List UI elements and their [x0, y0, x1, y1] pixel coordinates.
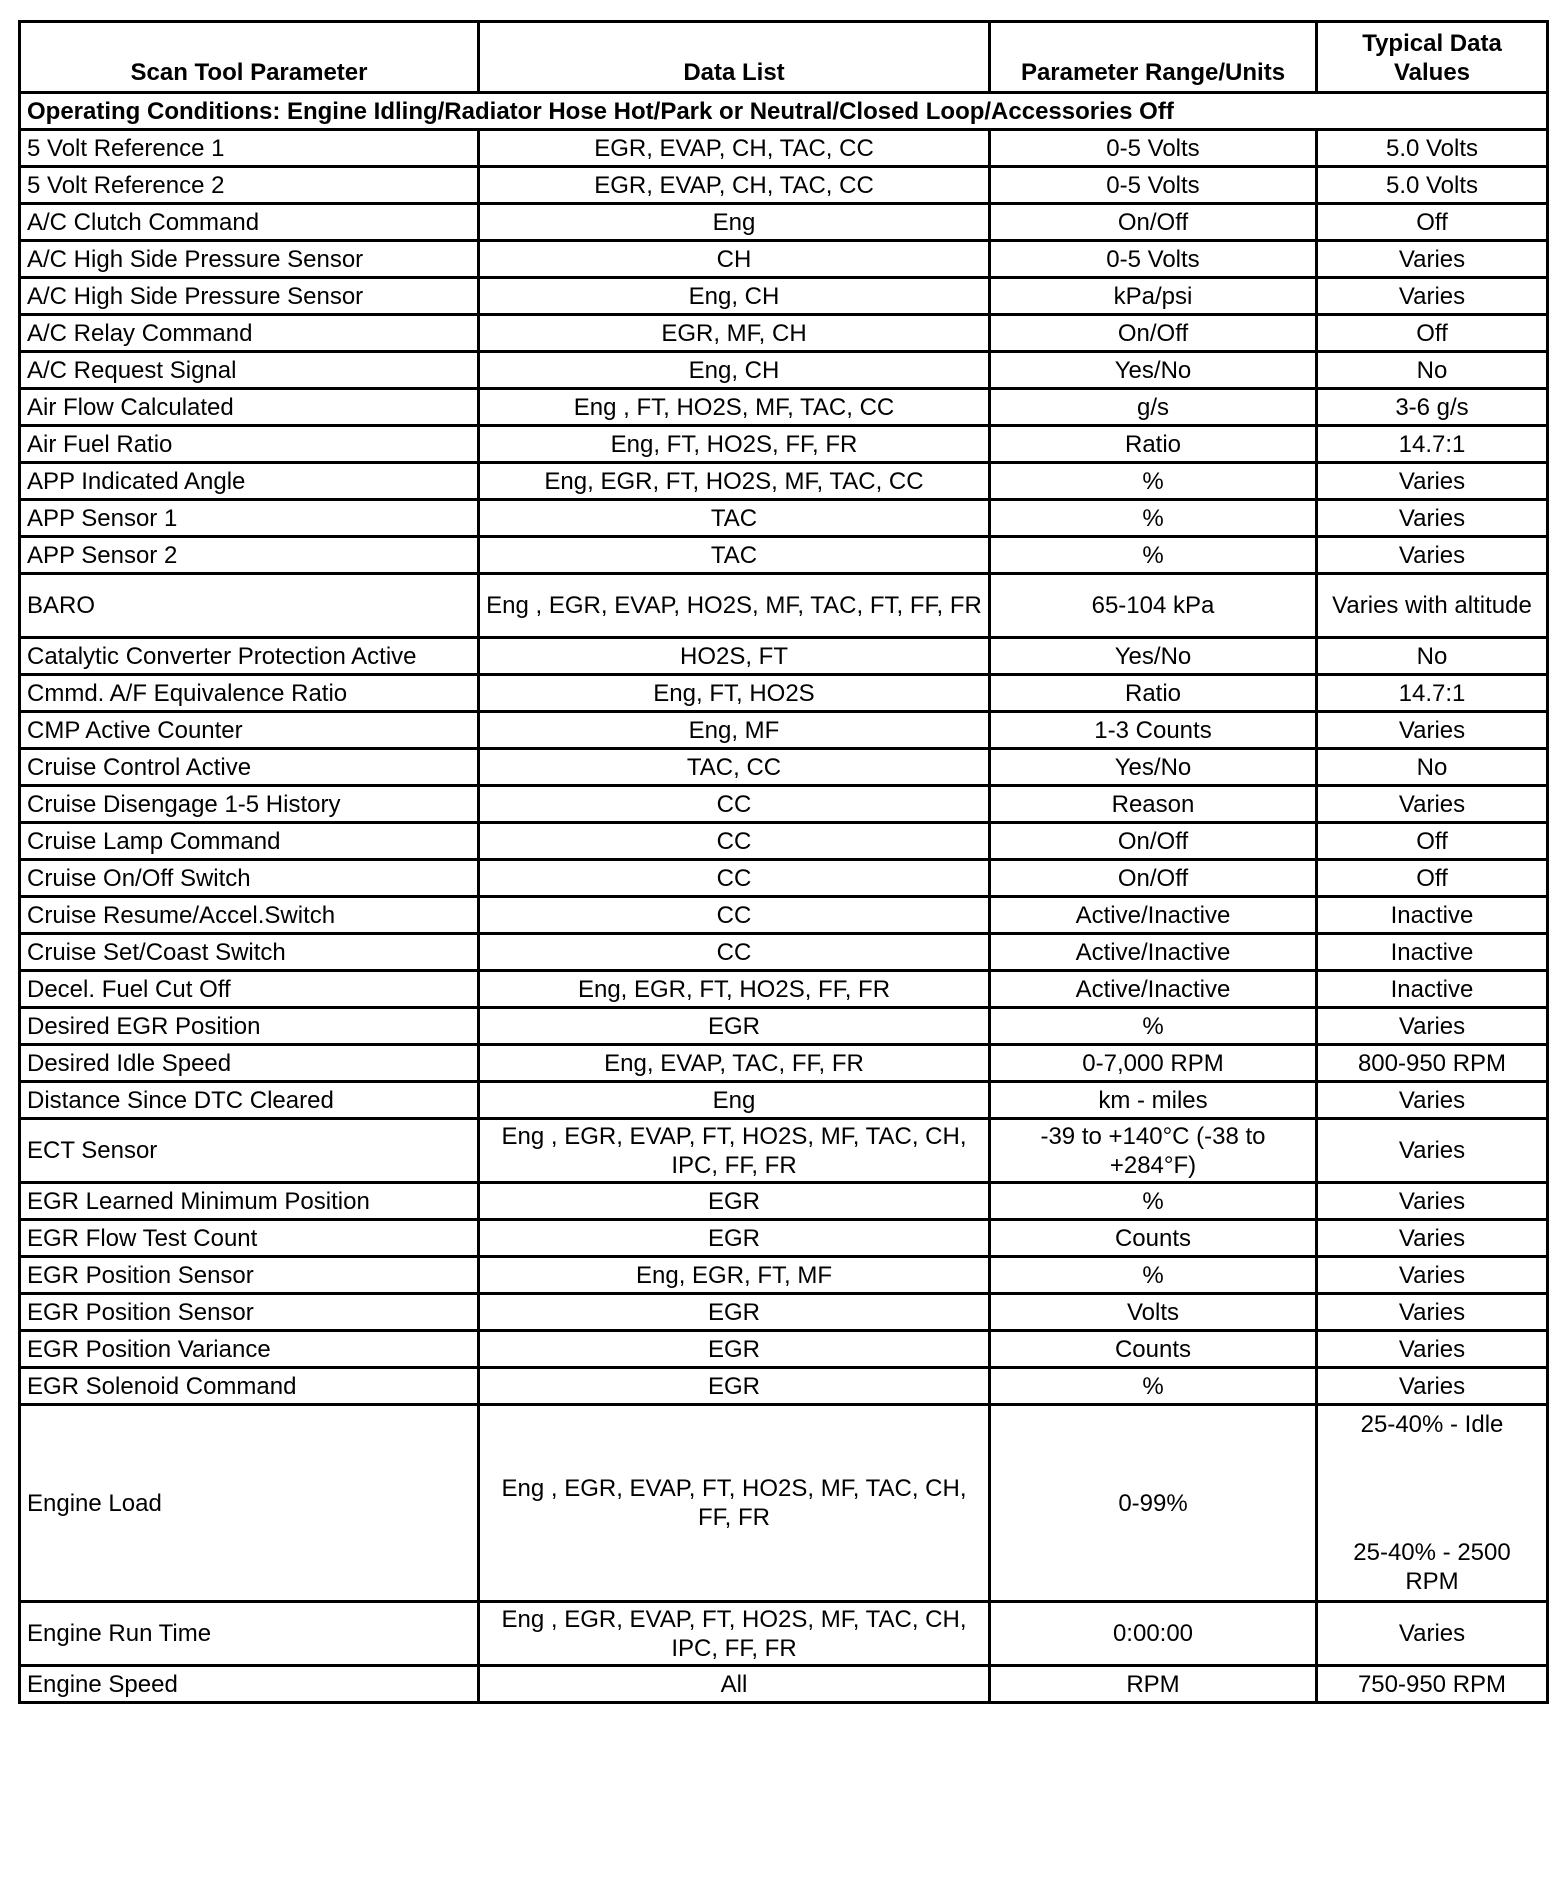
cell-range: 0:00:00 [990, 1602, 1317, 1666]
cell-data-list: HO2S, FT [479, 638, 990, 675]
cell-typical-value: Varies [1317, 1602, 1548, 1666]
cell-range: Reason [990, 786, 1317, 823]
table-row [20, 278, 1548, 315]
table-row [20, 786, 1548, 823]
cell-data-list: Eng , EGR, EVAP, FT, HO2S, MF, TAC, CH, IPC, FF, FR [479, 1602, 990, 1666]
cell-parameter: APP Sensor 2 [20, 537, 479, 574]
cell-typical-value: Varies [1317, 786, 1548, 823]
cell-data-list: Eng, EGR, FT, MF [479, 1257, 990, 1294]
cell-parameter: APP Sensor 1 [20, 500, 479, 537]
cell-range: RPM [990, 1666, 1317, 1703]
cell-typical-value: Inactive [1317, 934, 1548, 971]
cell-parameter: 5 Volt Reference 1 [20, 130, 479, 167]
cell-data-list: Eng [479, 1082, 990, 1119]
table-header-row [20, 22, 1548, 93]
cell-data-list: EGR [479, 1183, 990, 1220]
header-typical-data-values: Typical Data Values [1317, 22, 1548, 93]
cell-parameter: Cruise Set/Coast Switch [20, 934, 479, 971]
cell-range: 0-5 Volts [990, 167, 1317, 204]
cell-data-list: TAC [479, 500, 990, 537]
cell-parameter: A/C Relay Command [20, 315, 479, 352]
cell-typical-value: Varies [1317, 500, 1548, 537]
cell-parameter: APP Indicated Angle [20, 463, 479, 500]
cell-range: % [990, 500, 1317, 537]
cell-range: Yes/No [990, 638, 1317, 675]
cell-range: kPa/psi [990, 278, 1317, 315]
cell-range: Ratio [990, 426, 1317, 463]
cell-data-list: Eng , EGR, EVAP, HO2S, MF, TAC, FT, FF, FR [479, 574, 990, 638]
cell-parameter: EGR Position Variance [20, 1331, 479, 1368]
cell-data-list: Eng, FT, HO2S, FF, FR [479, 426, 990, 463]
cell-typical-value: 14.7:1 [1317, 675, 1548, 712]
table-row [20, 389, 1548, 426]
table-row [20, 1008, 1548, 1045]
cell-parameter: EGR Learned Minimum Position [20, 1183, 479, 1220]
cell-parameter: A/C Clutch Command [20, 204, 479, 241]
cell-range: % [990, 537, 1317, 574]
cell-data-list: CC [479, 897, 990, 934]
engine-load-2500-value: 25-40% - 2500 RPM [1353, 1539, 1511, 1595]
cell-range: 0-7,000 RPM [990, 1045, 1317, 1082]
cell-range: Volts [990, 1294, 1317, 1331]
cell-parameter: Engine Speed [20, 1666, 479, 1703]
cell-parameter: A/C Request Signal [20, 352, 479, 389]
cell-data-list: EGR [479, 1220, 990, 1257]
cell-typical-value: Off [1317, 860, 1548, 897]
cell-parameter: Cruise Disengage 1-5 History [20, 786, 479, 823]
cell-parameter: Desired EGR Position [20, 1008, 479, 1045]
cell-typical-value: Varies [1317, 278, 1548, 315]
cell-range: Counts [990, 1331, 1317, 1368]
table-row [20, 675, 1548, 712]
cell-range: Counts [990, 1220, 1317, 1257]
cell-parameter: BARO [20, 574, 479, 638]
cell-typical-value: Varies [1317, 463, 1548, 500]
cell-typical-value: Off [1317, 204, 1548, 241]
table-row [20, 1257, 1548, 1294]
operating-conditions: Operating Conditions: Engine Idling/Radiator Hose Hot/Park or Neutral/Closed Loop/Accessories Off [20, 93, 1548, 130]
cell-parameter: Engine Load [20, 1405, 479, 1602]
cell-typical-value: Varies [1317, 537, 1548, 574]
engine-load-idle-value: 25-40% - Idle [1360, 1411, 1504, 1438]
table-row [20, 897, 1548, 934]
cell-typical-value: Varies [1317, 1183, 1548, 1220]
table-row [20, 426, 1548, 463]
cell-parameter: CMP Active Counter [20, 712, 479, 749]
cell-parameter: Cruise Lamp Command [20, 823, 479, 860]
cell-parameter: Catalytic Converter Protection Active [20, 638, 479, 675]
cell-range: 1-3 Counts [990, 712, 1317, 749]
cell-range: % [990, 463, 1317, 500]
cell-typical-value: Varies [1317, 1008, 1548, 1045]
cell-data-list: CC [479, 823, 990, 860]
table-row [20, 1294, 1548, 1331]
table-row [20, 167, 1548, 204]
cell-data-list: Eng , EGR, EVAP, FT, HO2S, MF, TAC, CH, FF, FR [479, 1405, 990, 1602]
cell-data-list: Eng, FT, HO2S [479, 675, 990, 712]
cell-range: On/Off [990, 204, 1317, 241]
cell-data-list: All [479, 1666, 990, 1703]
table-row-engine-load [20, 1405, 1548, 1602]
scan-tool-data-table [18, 20, 1549, 1704]
cell-range: Yes/No [990, 352, 1317, 389]
cell-range: g/s [990, 389, 1317, 426]
cell-typical-value: Varies [1317, 1331, 1548, 1368]
cell-range: On/Off [990, 823, 1317, 860]
cell-range: % [990, 1257, 1317, 1294]
cell-data-list: Eng , EGR, EVAP, FT, HO2S, MF, TAC, CH, IPC, FF, FR [479, 1119, 990, 1183]
table-row [20, 352, 1548, 389]
cell-data-list: EGR, EVAP, CH, TAC, CC [479, 167, 990, 204]
cell-range: Yes/No [990, 749, 1317, 786]
table-row [20, 934, 1548, 971]
cell-parameter: EGR Position Sensor [20, 1257, 479, 1294]
header-data-list: Data List [479, 22, 990, 93]
cell-data-list: Eng , FT, HO2S, MF, TAC, CC [479, 389, 990, 426]
cell-typical-value: Varies [1317, 1119, 1548, 1183]
table-row [20, 1602, 1548, 1666]
table-row [20, 1183, 1548, 1220]
table-row [20, 1220, 1548, 1257]
cell-data-list: Eng [479, 204, 990, 241]
cell-typical-value: Varies [1317, 1082, 1548, 1119]
cell-data-list: Eng, EGR, FT, HO2S, FF, FR [479, 971, 990, 1008]
table-row [20, 500, 1548, 537]
cell-range: Active/Inactive [990, 897, 1317, 934]
cell-parameter: EGR Position Sensor [20, 1294, 479, 1331]
cell-typical-value: Off [1317, 823, 1548, 860]
cell-typical-value: No [1317, 638, 1548, 675]
cell-parameter: Cmmd. A/F Equivalence Ratio [20, 675, 479, 712]
table-row [20, 749, 1548, 786]
cell-data-list: CC [479, 786, 990, 823]
cell-typical-value: Inactive [1317, 971, 1548, 1008]
table-row [20, 241, 1548, 278]
table-row [20, 315, 1548, 352]
cell-parameter: Engine Run Time [20, 1602, 479, 1666]
cell-data-list: Eng, CH [479, 352, 990, 389]
cell-parameter: 5 Volt Reference 2 [20, 167, 479, 204]
cell-parameter: Cruise Resume/Accel.Switch [20, 897, 479, 934]
cell-data-list: CC [479, 860, 990, 897]
cell-typical-value: Varies [1317, 712, 1548, 749]
cell-data-list: TAC, CC [479, 749, 990, 786]
cell-range: % [990, 1368, 1317, 1405]
cell-range: 0-5 Volts [990, 241, 1317, 278]
cell-typical-value: 5.0 Volts [1317, 130, 1548, 167]
cell-data-list: Eng, CH [479, 278, 990, 315]
cell-typical-value: Varies [1317, 1257, 1548, 1294]
operating-conditions-row [20, 93, 1548, 130]
cell-range: km - miles [990, 1082, 1317, 1119]
header-scan-tool-parameter: Scan Tool Parameter [20, 22, 479, 93]
cell-range: On/Off [990, 860, 1317, 897]
cell-data-list: EGR [479, 1008, 990, 1045]
cell-range: On/Off [990, 315, 1317, 352]
header-parameter-range-units: Parameter Range/Units [990, 22, 1317, 93]
cell-data-list: EGR, MF, CH [479, 315, 990, 352]
cell-parameter: Distance Since DTC Cleared [20, 1082, 479, 1119]
cell-range: -39 to +140°C (-38 to +284°F) [990, 1119, 1317, 1183]
cell-range: Active/Inactive [990, 934, 1317, 971]
table-row [20, 712, 1548, 749]
document-page [18, 20, 1546, 1704]
table-row [20, 638, 1548, 675]
table-row [20, 1082, 1548, 1119]
cell-typical-value: Varies with altitude [1317, 574, 1548, 638]
cell-data-list: EGR [479, 1294, 990, 1331]
table-row [20, 823, 1548, 860]
cell-parameter: A/C High Side Pressure Sensor [20, 278, 479, 315]
cell-data-list: TAC [479, 537, 990, 574]
cell-parameter: EGR Solenoid Command [20, 1368, 479, 1405]
table-row [20, 971, 1548, 1008]
cell-typical-value: Varies [1317, 1294, 1548, 1331]
cell-typical-value: Varies [1317, 1368, 1548, 1405]
cell-parameter: Air Flow Calculated [20, 389, 479, 426]
cell-typical-value: Inactive [1317, 897, 1548, 934]
cell-typical-value: 5.0 Volts [1317, 167, 1548, 204]
cell-data-list: EGR, EVAP, CH, TAC, CC [479, 130, 990, 167]
cell-range: % [990, 1008, 1317, 1045]
table-row [20, 463, 1548, 500]
table-row [20, 1045, 1548, 1082]
cell-range: Ratio [990, 675, 1317, 712]
cell-data-list: Eng, MF [479, 712, 990, 749]
cell-typical-value: 3-6 g/s [1317, 389, 1548, 426]
cell-typical-value: 14.7:1 [1317, 426, 1548, 463]
cell-data-list: EGR [479, 1368, 990, 1405]
table-row [20, 574, 1548, 638]
table-row [20, 1666, 1548, 1703]
table-row [20, 1368, 1548, 1405]
cell-typical-value: No [1317, 352, 1548, 389]
cell-parameter: EGR Flow Test Count [20, 1220, 479, 1257]
cell-data-list: EGR [479, 1331, 990, 1368]
engine-load-values [1324, 1406, 1540, 1600]
cell-parameter: Cruise Control Active [20, 749, 479, 786]
cell-range: % [990, 1183, 1317, 1220]
cell-typical-value: Varies [1317, 241, 1548, 278]
cell-range: 0-5 Volts [990, 130, 1317, 167]
table-row [20, 204, 1548, 241]
cell-data-list: CH [479, 241, 990, 278]
cell-parameter: Decel. Fuel Cut Off [20, 971, 479, 1008]
cell-parameter: Air Fuel Ratio [20, 426, 479, 463]
cell-typical-value: 800-950 RPM [1317, 1045, 1548, 1082]
table-row [20, 1119, 1548, 1183]
cell-typical-value: Varies [1317, 1220, 1548, 1257]
cell-typical-value [1317, 1405, 1548, 1602]
cell-data-list: Eng, EGR, FT, HO2S, MF, TAC, CC [479, 463, 990, 500]
cell-data-list: Eng, EVAP, TAC, FF, FR [479, 1045, 990, 1082]
cell-typical-value: No [1317, 749, 1548, 786]
table-row [20, 860, 1548, 897]
cell-typical-value: 750-950 RPM [1317, 1666, 1548, 1703]
cell-parameter: A/C High Side Pressure Sensor [20, 241, 479, 278]
table-row [20, 1331, 1548, 1368]
cell-parameter: ECT Sensor [20, 1119, 479, 1183]
table-row [20, 130, 1548, 167]
cell-range: Active/Inactive [990, 971, 1317, 1008]
cell-typical-value: Off [1317, 315, 1548, 352]
cell-parameter: Desired Idle Speed [20, 1045, 479, 1082]
table-row [20, 537, 1548, 574]
cell-range: 65-104 kPa [990, 574, 1317, 638]
cell-data-list: CC [479, 934, 990, 971]
cell-range: 0-99% [990, 1405, 1317, 1602]
cell-parameter: Cruise On/Off Switch [20, 860, 479, 897]
